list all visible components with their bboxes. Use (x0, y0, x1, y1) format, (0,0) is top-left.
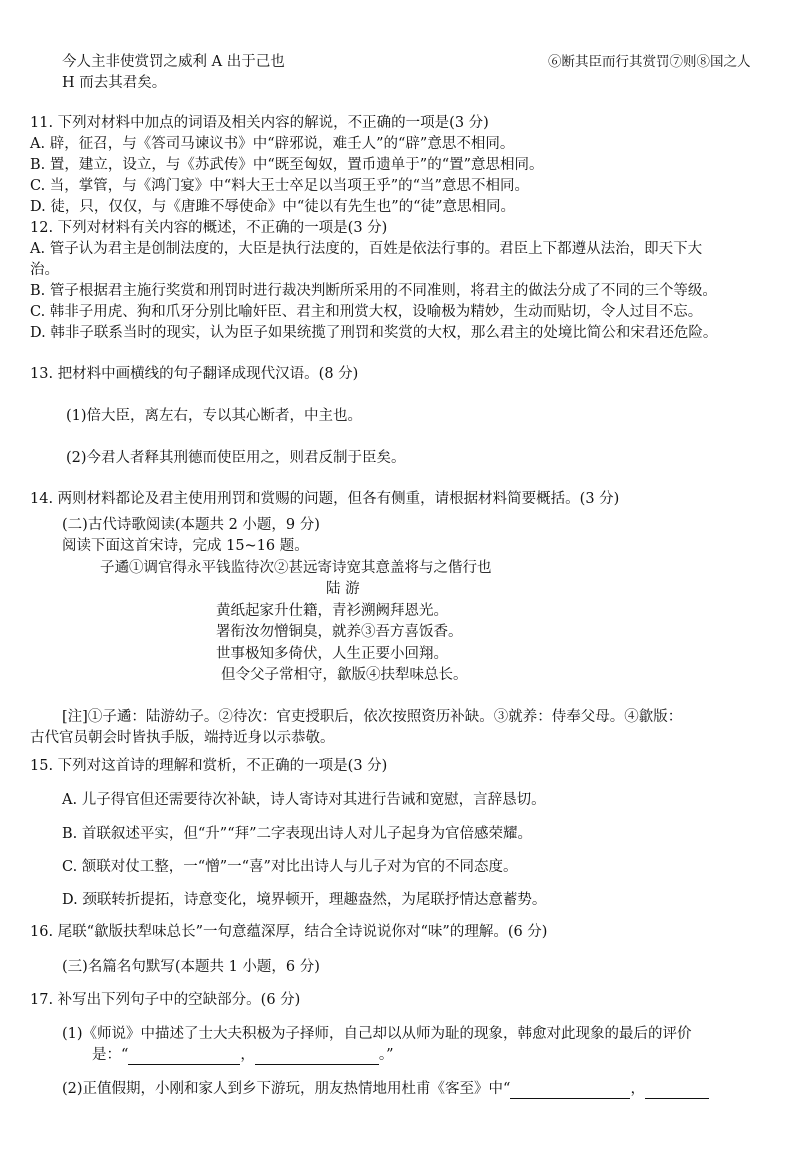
question-17-part-1: (1)《师说》中描述了士大夫积极为子择师，自己却以从师为耻的现象，韩愈对此现象的最后的评价 (62, 1026, 692, 1042)
question-13-sentence-1: (1)倍大臣，离左右，专以其心断者，中主也。 (66, 408, 363, 424)
answer-suffix: 。” (378, 1047, 394, 1063)
question-12-option-b: B. 管子根据君主施行奖赏和刑罚时进行裁决判断所采用的不同准则，将君主的做法分成了不同的三个等级。 (30, 283, 717, 299)
answer-blank-2[interactable] (255, 1048, 379, 1065)
question-15-option-a: A. 儿子得官但还需要待次补缺，诗人寄诗对其进行告诫和宽慰，言辞恳切。 (62, 792, 546, 808)
poem-title: 子遹①调官得永平钱监待次②甚远寄诗宽其意盖将与之偕行也 (100, 560, 492, 576)
answer-blank-1[interactable] (128, 1048, 240, 1065)
poem-line-1: 黄纸起家升仕籍，青衫溯阙拜恩光。 (216, 603, 448, 619)
poem-note: [注]①子遹：陆游幼子。②待次：官吏授职后，依次按照资历补缺。③就养：侍奉父母。④歙版： (62, 709, 683, 725)
question-13-stem: 13. 把材料中画横线的句子翻译成现代汉语。(8 分) (30, 366, 359, 382)
question-17-part-1-answer-line (92, 1045, 394, 1065)
question-15-option-c: C. 颔联对仗工整，一“憎”一“喜”对比出诗人与儿子对为官的不同态度。 (62, 859, 518, 875)
question-11-option-c: C. 当，掌管，与《鸿门宴》中“料大王士卒足以当项王乎”的“当”意思不相同。 (30, 178, 529, 194)
poem-line-4: 但令父子常相守，歙版④扶犁味总长。 (221, 667, 468, 683)
question-14-stem: 14. 两则材料都论及君主使用刑罚和赏赐的问题，但各有侧重，请根据材料简要概括。(3 分) (30, 491, 620, 507)
answer-separator: ， (240, 1047, 255, 1063)
answer-prefix: 是：“ (92, 1047, 129, 1063)
question-16-stem: 16. 尾联“歙版扶犁味总长”一句意蕴深厚，结合全诗说说你对“味”的理解。(6 分) (30, 924, 548, 940)
section-2-intro: 阅读下面这首宋诗，完成 15~16 题。 (62, 538, 309, 554)
question-17-part-2 (62, 1079, 709, 1099)
poem-note-cont: 古代官员朝会时皆执手版，端持近身以示恭敬。 (30, 730, 335, 746)
question-11-stem: 11. 下列对材料中加点的词语及相关内容的解说，不正确的一项是(3 分) (30, 115, 489, 131)
question-13-sentence-2: (2)今君人者释其刑德而使臣用之，则君反制于臣矣。 (66, 450, 406, 466)
question-11-option-b: B. 置，建立，设立，与《苏武传》中“既至匈奴，置币遗单于”的“置”意思相同。 (30, 157, 544, 173)
question-12-option-d: D. 韩非子联系当时的现实，认为臣子如果统揽了刑罚和奖赏的大权，那么君主的处境比简公和宋君还危险。 (30, 325, 718, 341)
answer-blank-3[interactable] (510, 1082, 630, 1099)
poem-line-2: 署衔汝勿憎铜臭，就养③吾方喜饭香。 (216, 624, 463, 640)
passage-line-overlap: ⑥断其臣而行其赏罚⑦则⑧国之人 (548, 54, 751, 70)
passage-line: 今人主非使赏罚之威利 A 出于己也 (62, 54, 285, 70)
question-11-option-a: A. 辟，征召，与《答司马谏议书》中“辟邪说，难壬人”的“辟”意思不相同。 (30, 136, 515, 152)
poem-line-3: 世事极知多倚伏，人生正要小回翔。 (216, 646, 448, 662)
question-15-option-b: B. 首联叙述平实，但“升”“拜”二字表现出诗人对儿子起身为官倍感荣耀。 (62, 826, 533, 842)
question-12-option-a: A. 管子认为君主是创制法度的，大臣是执行法度的，百姓是依法行事的。君臣上下都遵从法治，即天下大 (30, 241, 703, 257)
question-11-option-d: D. 徒，只，仅仅，与《唐雎不辱使命》中“徒以有先生也”的“徒”意思相同。 (30, 199, 515, 215)
poem-author: 陆 游 (326, 581, 360, 597)
answer-blank-4[interactable] (645, 1082, 709, 1099)
question-15-stem: 15. 下列对这首诗的理解和赏析，不正确的一项是(3 分) (30, 758, 388, 774)
question-12-stem: 12. 下列对材料有关内容的概述，不正确的一项是(3 分) (30, 220, 388, 236)
passage-line: H 而去其君矣。 (62, 75, 167, 91)
answer-separator-2: ， (630, 1081, 645, 1097)
question-17-stem: 17. 补写出下列句子中的空缺部分。(6 分) (30, 992, 301, 1008)
question-12-option-c: C. 韩非子用虎、狗和爪牙分别比喻奸臣、君主和刑赏大权，设喻极为精妙，生动而贴切，令人过目不忘。 (30, 304, 703, 320)
part-2-text: (2)正值假期，小刚和家人到乡下游玩，朋友热情地用杜甫《客至》中“ (62, 1081, 511, 1097)
question-12-option-a-cont: 治。 (30, 262, 59, 278)
section-3-title: (三)名篇名句默写(本题共 1 小题，6 分) (62, 959, 320, 975)
section-2-title: (二)古代诗歌阅读(本题共 2 小题，9 分) (62, 517, 320, 533)
question-15-option-d: D. 颈联转折提拓，诗意变化，境界顿开，理趣盎然，为尾联抒情达意蓄势。 (62, 892, 547, 908)
